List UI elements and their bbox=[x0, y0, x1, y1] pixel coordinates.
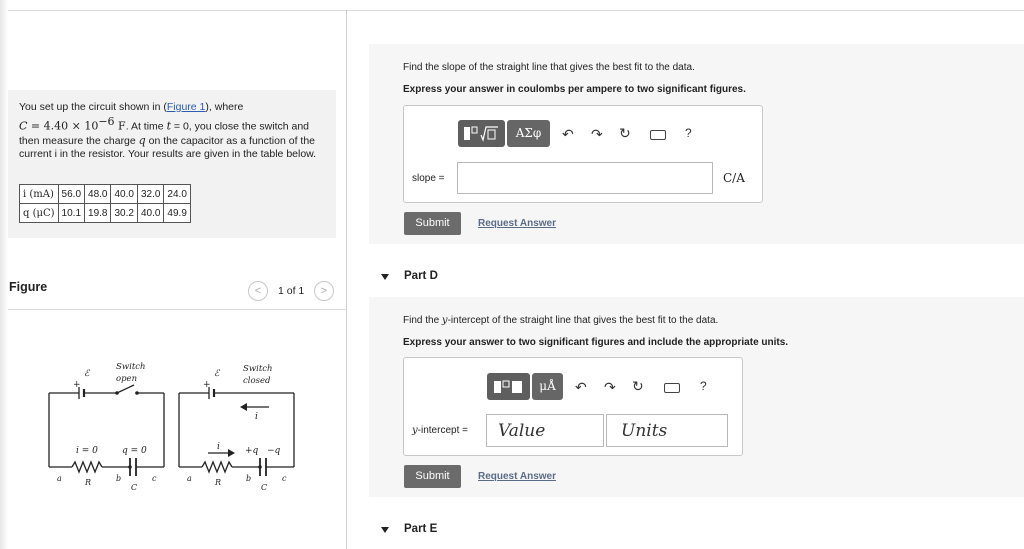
node-label-a: a bbox=[187, 474, 192, 483]
table-row bbox=[20, 204, 191, 223]
node-label-b: b bbox=[246, 474, 252, 483]
charge-equation: q = 0 bbox=[122, 446, 147, 456]
undo-icon[interactable]: ↶ bbox=[575, 379, 587, 395]
redo-icon[interactable]: ↷ bbox=[604, 379, 616, 395]
keyboard-icon[interactable] bbox=[650, 130, 666, 140]
node-label-c: c bbox=[152, 474, 157, 483]
left-edge-shadow bbox=[0, 0, 8, 549]
reset-icon[interactable]: ↻ bbox=[619, 125, 631, 141]
slope-unit: C/A bbox=[723, 171, 745, 185]
units-button[interactable]: μÅ bbox=[532, 373, 563, 400]
time-symbol: t bbox=[166, 119, 171, 133]
node-b bbox=[128, 465, 132, 469]
help-button[interactable]: ? bbox=[685, 126, 692, 140]
minus-q-label: −q bbox=[267, 446, 281, 456]
switch-contact bbox=[135, 391, 139, 395]
table-row-header: i (mA) bbox=[20, 185, 59, 204]
templates-button[interactable] bbox=[458, 120, 505, 147]
prev-figure-button[interactable]: < bbox=[248, 281, 268, 301]
part-c-submit-button[interactable]: Submit bbox=[404, 212, 461, 235]
switch-state-label: closed bbox=[243, 376, 271, 386]
units-input[interactable] bbox=[606, 414, 728, 447]
plus-label: + bbox=[73, 380, 81, 390]
circuit-diagram bbox=[44, 356, 304, 496]
current-label: i bbox=[217, 442, 220, 452]
top-rule bbox=[0, 10, 1024, 11]
y-intercept-label bbox=[412, 425, 468, 436]
resistor-label: R bbox=[85, 478, 92, 487]
part-d-request-answer-link[interactable]: Request Answer bbox=[478, 471, 556, 482]
part-d-question bbox=[403, 315, 718, 326]
plus-label: + bbox=[203, 380, 211, 390]
capacitance-symbol: C bbox=[19, 119, 28, 133]
switch-label: Switch bbox=[116, 362, 146, 372]
table-cell: 56.0 bbox=[58, 185, 84, 204]
templates-icon bbox=[458, 120, 505, 147]
value-input[interactable] bbox=[486, 414, 604, 447]
switch-state-label: open bbox=[116, 374, 138, 384]
part-e-collapse-icon[interactable] bbox=[381, 527, 389, 533]
time-prefix: . At time bbox=[125, 120, 167, 133]
charge-rest: on the capacitor as a function of the current i in the resistor. Your results are given in the table below. bbox=[19, 134, 317, 161]
current-equation: i = 0 bbox=[76, 446, 98, 456]
table-cell: 40.0 bbox=[137, 204, 163, 223]
y-symbol: y bbox=[441, 315, 448, 326]
keyboard-icon[interactable] bbox=[664, 383, 680, 393]
table-cell: 48.0 bbox=[85, 185, 111, 204]
problem-text bbox=[19, 101, 324, 162]
table-row-header: q (μC) bbox=[20, 204, 59, 223]
greek-symbols-button[interactable]: ΑΣφ bbox=[507, 120, 550, 147]
figure-pager-text: 1 of 1 bbox=[278, 285, 305, 297]
switch-contact bbox=[115, 391, 119, 395]
plus-q-label: +q bbox=[245, 446, 259, 456]
charge-symbol: q bbox=[138, 133, 146, 147]
part-d-answer-box bbox=[403, 357, 743, 456]
emf-label: ℰ bbox=[214, 369, 220, 379]
help-button[interactable]: ? bbox=[700, 379, 707, 393]
redo-icon[interactable]: ↷ bbox=[591, 126, 603, 142]
next-figure-button[interactable]: > bbox=[314, 281, 334, 301]
table-cell: 30.2 bbox=[111, 204, 137, 223]
part-c-request-answer-link[interactable]: Request Answer bbox=[478, 218, 556, 229]
part-c-question: Find the slope of the straight line that gives the best fit to the data. bbox=[403, 62, 695, 73]
resistor-label: R bbox=[215, 478, 222, 487]
current-arrow-head bbox=[228, 449, 235, 457]
current-arrow-head bbox=[240, 403, 247, 411]
part-e-title[interactable]: Part E bbox=[404, 523, 438, 535]
node-label-a: a bbox=[57, 474, 62, 483]
units-placeholder: Units bbox=[621, 421, 668, 441]
resistor bbox=[202, 462, 232, 472]
intro-prefix: You set up the circuit shown in ( bbox=[19, 101, 167, 113]
templates-icon bbox=[487, 373, 530, 400]
node-label-b: b bbox=[116, 474, 122, 483]
undo-icon[interactable]: ↶ bbox=[562, 126, 574, 142]
slope-input[interactable] bbox=[457, 162, 713, 194]
figure-title: Figure bbox=[9, 280, 48, 294]
emf-label: ℰ bbox=[84, 369, 90, 379]
capacitor-label: C bbox=[261, 483, 268, 492]
table-cell: 10.1 bbox=[58, 204, 84, 223]
resistor bbox=[72, 462, 102, 472]
switch-blade bbox=[117, 385, 134, 393]
label-rest: -intercept = bbox=[417, 425, 468, 436]
capacitance-unit: F bbox=[114, 119, 126, 133]
figure-link[interactable]: Figure 1 bbox=[166, 101, 206, 113]
reset-icon[interactable]: ↻ bbox=[632, 378, 644, 394]
node-b bbox=[258, 465, 262, 469]
table-cell: 24.0 bbox=[164, 185, 190, 204]
capacitor-label: C bbox=[131, 483, 138, 492]
table-cell: 40.0 bbox=[111, 185, 137, 204]
capacitance-value: = 4.40 × 10 bbox=[27, 119, 99, 133]
panel-divider bbox=[346, 10, 347, 549]
table-cell: 19.8 bbox=[85, 204, 111, 223]
slope-label: slope = bbox=[412, 173, 445, 184]
part-d-instruction: Express your answer to two significant figures and include the appropriate units. bbox=[403, 337, 789, 348]
figure-header bbox=[8, 238, 346, 310]
switch-label: Switch bbox=[243, 364, 273, 374]
part-d-submit-button[interactable]: Submit bbox=[404, 465, 461, 488]
part-d-title[interactable]: Part D bbox=[404, 270, 438, 282]
data-table bbox=[19, 184, 191, 223]
time-rest: = 0, you close the switch and then measure the charge bbox=[19, 120, 310, 147]
part-d-collapse-icon[interactable] bbox=[381, 274, 389, 280]
question-rest: -intercept of the straight line that gives the best fit to the data. bbox=[447, 315, 719, 326]
part-c-instruction: Express your answer in coulombs per ampere to two significant figures. bbox=[403, 84, 746, 95]
intro-suffix: ), where bbox=[205, 101, 244, 113]
table-cell: 49.9 bbox=[164, 204, 190, 223]
y-symbol: y bbox=[412, 425, 418, 436]
part-c-answer-box bbox=[403, 105, 763, 203]
table-row bbox=[20, 185, 191, 204]
table-cell: 32.0 bbox=[137, 185, 163, 204]
value-placeholder: Value bbox=[498, 421, 546, 441]
templates-button[interactable] bbox=[487, 373, 530, 400]
question-prefix: Find the bbox=[403, 315, 442, 326]
capacitance-exponent: −6 bbox=[98, 114, 115, 128]
node-label-c: c bbox=[282, 474, 287, 483]
current-label: i bbox=[255, 412, 258, 422]
